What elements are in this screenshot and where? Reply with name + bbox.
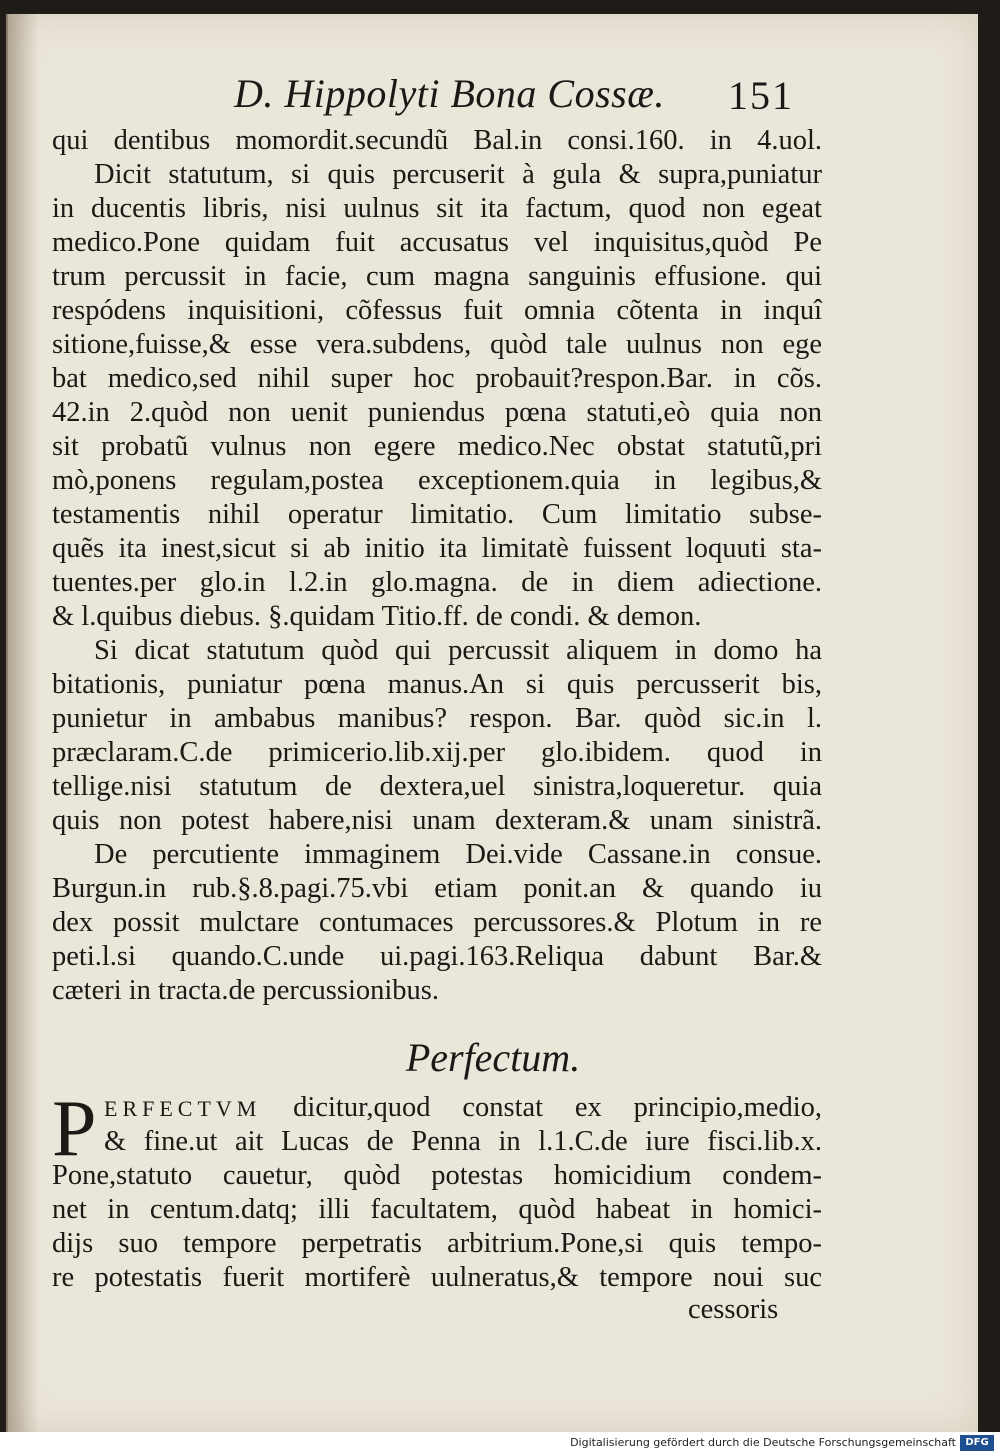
page-number: 151: [728, 73, 794, 118]
book-page: [6, 14, 978, 1432]
text-line: in ducentis libris, nisi uulnus sit ita factum, quod non egeat: [52, 193, 822, 224]
running-title: D. Hippolyti Bona Cossæ.: [234, 71, 665, 116]
main-text: [52, 124, 822, 1008]
text-line: tuentes.per glo.in l.2.in glo.magna. de in diem adiectione.: [52, 567, 822, 598]
text-line: & fine.ut ait Lucas de Penna in l.1.C.de iure fisci.lib.x.: [104, 1126, 822, 1157]
funding-credit: Digitalisierung gefördert durch die Deutsche Forschungsgemeinschaft: [570, 1436, 956, 1449]
paragraph-3: [52, 838, 822, 1008]
text-line: tellige.nisi statutum de dextera,uel sinistra,loqueretur. quia: [52, 771, 822, 802]
text-line: Si dicat statutum quòd qui percussit aliquem in domo ha: [94, 635, 822, 666]
text-line: De percutiente immaginem Dei.vide Cassane.in consue.: [94, 839, 822, 870]
paragraph-2: [52, 634, 822, 838]
text-line: 42.in 2.quòd non uenit puniendus pœna statuti,eò quia non: [52, 397, 822, 428]
section-body: [52, 1085, 822, 1295]
catchword: cessoris: [688, 1294, 779, 1325]
spine-shadow: [8, 14, 38, 1432]
text-line: punietur in ambabus manibus? respon. Bar. quòd sic.in l.: [52, 703, 822, 734]
text-line: Burgun.in rub.§.8.pagi.75.vbi etiam ponit.an & quando iu: [52, 873, 822, 904]
section-heading: Perfectum.: [405, 1035, 581, 1080]
text-line: trum percussit in facie, cum magna sanguinis effusione. qui: [52, 261, 822, 292]
text-line: & l.quibus diebus. §.quidam Titio.ff. de condi. & demon.: [52, 601, 702, 632]
text-line: dijs suo tempore perpetratis arbitrium.Pone,si quis tempo-: [52, 1228, 822, 1259]
page-header: [8, 70, 978, 120]
text-line: cæteri in tracta.de percussionibus.: [52, 975, 440, 1006]
text-line: sit probatũ vulnus non egere medico.Nec obstat statutũ,pri: [52, 431, 822, 462]
text-line: peti.l.si quando.C.unde ui.pagi.163.Reliqua dabunt Bar.&: [52, 941, 822, 972]
smallcaps-word: ERFECTVM: [104, 1096, 262, 1121]
decorated-initial: P: [52, 1085, 97, 1173]
text-line: præclaram.C.de primicerio.lib.xij.per glo.ibidem. quod in: [52, 737, 822, 768]
text-span: dicitur,quod constat ex principio,medio,: [293, 1092, 822, 1123]
footer-bar: [0, 1432, 1000, 1455]
text-line: [52, 1091, 822, 1125]
text-line: dex possit mulctare contumaces percussores.& Plotum in re: [52, 907, 822, 938]
text-line: Pone,statuto cauetur, quòd potestas homicidium condem-: [52, 1160, 822, 1191]
text-line: sitione,fuisse,& esse vera.subdens, quòd tale uulnus non ege: [52, 329, 822, 360]
text-line: respódens inquisitioni, cõfessus fuit omnia cõtenta in inquî: [52, 295, 822, 326]
text-line: quis non potest habere,nisi unam dexteram.& unam sinistrã.: [52, 805, 822, 836]
text-line: Dicit statutum, si quis percuserit à gula & supra,puniatur: [94, 159, 822, 190]
dfg-logo: DFG: [960, 1435, 994, 1451]
text-line: bitationis, puniatur pœna manus.An si quis percusserit bis,: [52, 669, 822, 700]
text-line: testamentis nihil operatur limitatio. Cum limitatio subse-: [52, 499, 822, 530]
text-line: quẽs ita inest,sicut si ab initio ita limitatè fuissent loquuti sta-: [52, 533, 822, 564]
text-line: medico.Pone quidam fuit accusatus vel inquisitus,quòd Pe: [52, 227, 822, 258]
text-line: bat medico,sed nihil super hoc probauit?respon.Bar. in cõs.: [52, 363, 822, 394]
text-line: mò,ponens regulam,postea exceptionem.quia in legibus,&: [52, 465, 822, 496]
text-line: re potestatis fuerit mortiferè uulneratus,& tempore noui suc: [52, 1262, 822, 1293]
paragraph-1: [52, 124, 822, 634]
text-line: net in centum.datq; illi facultatem, quòd habeat in homici-: [52, 1194, 822, 1225]
text-line: qui dentibus momordit.secundũ Bal.in consi.160. in 4.uol.: [52, 125, 822, 156]
